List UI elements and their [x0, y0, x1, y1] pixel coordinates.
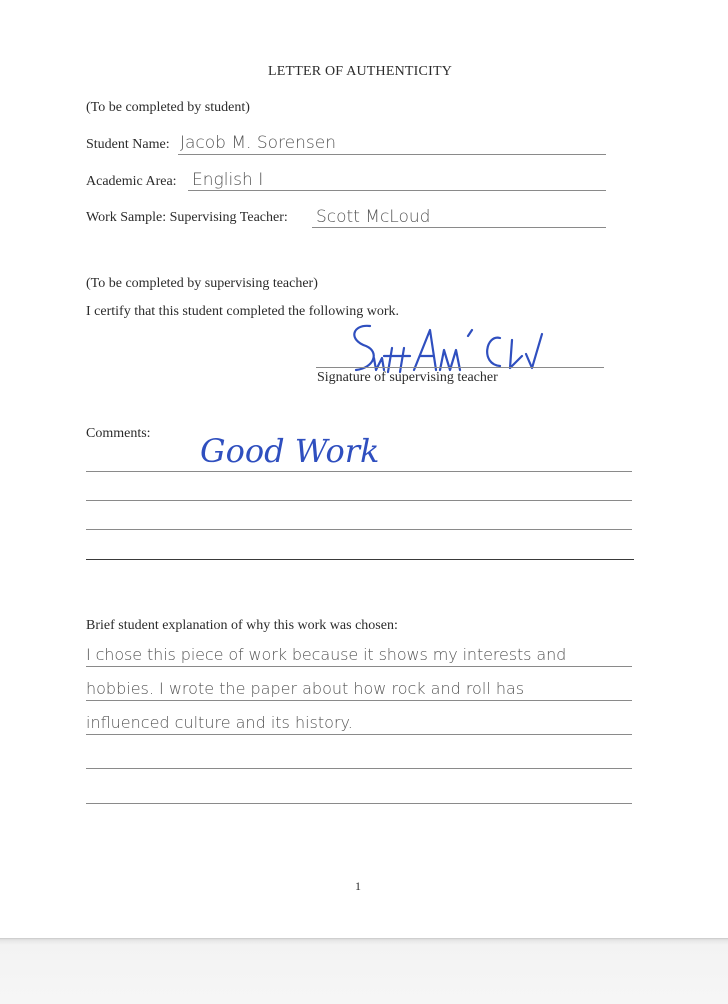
explanation-rule-5 [86, 803, 632, 804]
comments-line-1 [86, 471, 632, 472]
explanation-line-3: influenced culture and its history. [86, 713, 353, 732]
scan-border [0, 938, 728, 1004]
student-name-label: Student Name: [86, 137, 170, 152]
comments-line-2 [86, 500, 632, 501]
explanation-rule-2 [86, 700, 632, 701]
supervising-teacher-value: Scott McLoud [316, 207, 431, 227]
explanation-rule-4 [86, 768, 632, 769]
document-title: LETTER OF AUTHENTICITY [267, 64, 453, 79]
student-section-note: (To be completed by student) [86, 100, 250, 115]
student-name-value: Jacob M. Sorensen [180, 133, 336, 153]
signature-line [316, 367, 604, 368]
comments-value: Good Work [200, 432, 380, 470]
signature-caption: Signature of supervising teacher [317, 370, 498, 385]
explanation-line-2: hobbies. I wrote the paper about how rock and roll has [86, 679, 525, 698]
explanation-rule-3 [86, 734, 632, 735]
teacher-section-note: (To be completed by supervising teacher) [86, 276, 318, 291]
supervising-teacher-line [312, 227, 606, 228]
academic-area-line [188, 190, 606, 191]
explanation-label: Brief student explanation of why this work was chosen: [86, 618, 398, 633]
supervising-teacher-label: Work Sample: Supervising Teacher: [86, 210, 288, 225]
student-name-line [178, 154, 606, 155]
certify-statement: I certify that this student completed the following work. [86, 304, 399, 319]
signature-scribble-icon [340, 318, 550, 378]
page-number: 1 [355, 879, 361, 893]
academic-area-label: Academic Area: [86, 174, 177, 189]
explanation-line-1: I chose this piece of work because it shows my interests and [86, 645, 567, 664]
comments-label: Comments: [86, 426, 151, 441]
comments-line-4 [86, 559, 634, 560]
academic-area-value: English I [192, 170, 264, 190]
comments-line-3 [86, 529, 632, 530]
explanation-rule-1 [86, 666, 632, 667]
